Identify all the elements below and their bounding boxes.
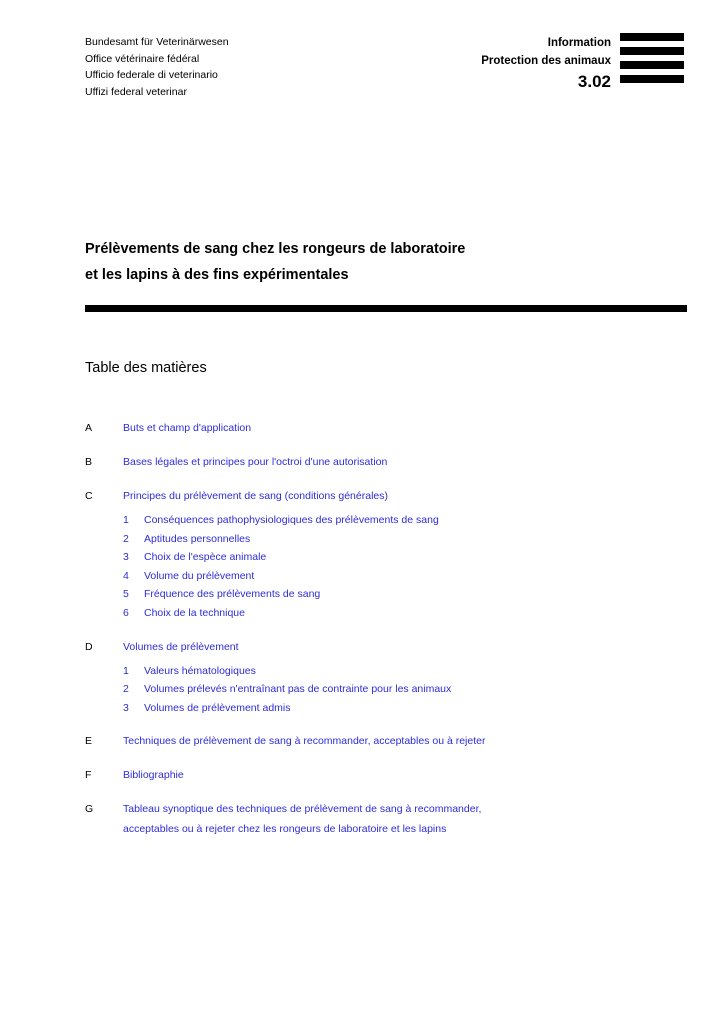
toc-item-label-wrapper[interactable] — [123, 799, 481, 839]
toc-group-e — [85, 731, 685, 751]
toc-heading: Table des matières — [85, 360, 207, 376]
document-category-line-2: Protection des animaux — [481, 55, 611, 67]
toc-subitem-label[interactable]: Volume du prélèvement — [144, 569, 255, 582]
swiss-bars-logo-icon — [620, 33, 684, 83]
toc-subitem-number: 3 — [123, 701, 129, 714]
toc-group-c — [85, 486, 685, 623]
toc-item-letter: E — [85, 735, 93, 748]
toc-subitem-c2[interactable] — [85, 530, 685, 549]
toc-item-label[interactable]: Volumes de prélèvement — [123, 640, 239, 653]
toc-item-label[interactable]: Bases légales et principes pour l'octroi d'une autorisation — [123, 456, 388, 468]
toc-item-label[interactable]: Tableau synoptique des techniques de prélèvement de sang à recommander, — [123, 803, 482, 816]
toc-subitem-c4[interactable] — [85, 567, 685, 586]
toc-group-g — [85, 799, 685, 839]
page-header — [0, 0, 716, 120]
page-title-line-1: Prélèvements de sang chez les rongeurs de laboratoire — [85, 241, 466, 257]
document-category-line-1: Information — [547, 37, 611, 49]
toc-subitem-label[interactable]: Aptitudes personnelles — [144, 532, 251, 545]
toc-subitem-label[interactable]: Valeurs hématologiques — [144, 664, 256, 677]
toc-item-label[interactable]: Principes du prélèvement de sang (conditions générales) — [123, 490, 388, 502]
logo-bar-3 — [620, 61, 684, 69]
toc-subitem-number: 3 — [123, 551, 129, 564]
toc-item-label[interactable]: Techniques de prélèvement de sang à recommander, acceptables ou à rejeter — [123, 735, 486, 748]
toc-subitem-c6[interactable] — [85, 604, 685, 623]
toc-subitem-number: 5 — [123, 588, 129, 601]
toc-item-g[interactable] — [85, 799, 685, 839]
toc-group-d — [85, 637, 685, 718]
toc-item-f[interactable] — [85, 765, 685, 785]
toc-item-letter: B — [85, 456, 93, 468]
toc-subitem-label[interactable]: Choix de l'espèce animale — [144, 551, 267, 564]
toc-sublist-d — [85, 662, 685, 718]
organisation-names — [85, 34, 229, 100]
logo-bar-2 — [620, 47, 684, 55]
org-name-rm: Uffizi federal veterinar — [85, 85, 187, 98]
toc-item-label[interactable]: Buts et champ d'application — [123, 422, 252, 434]
toc-item-d[interactable] — [85, 637, 685, 657]
table-of-contents — [85, 418, 685, 853]
toc-item-letter: F — [85, 769, 92, 782]
toc-subitem-d1[interactable] — [85, 662, 685, 681]
toc-subitem-number: 2 — [123, 683, 129, 696]
toc-item-letter: A — [85, 422, 93, 434]
toc-item-e[interactable] — [85, 731, 685, 751]
toc-group-a — [85, 418, 685, 438]
toc-subitem-c3[interactable] — [85, 548, 685, 567]
toc-subitem-d2[interactable] — [85, 680, 685, 699]
title-divider — [85, 305, 687, 312]
toc-group-b — [85, 452, 685, 472]
toc-subitem-d3[interactable] — [85, 699, 685, 718]
toc-subitem-number: 6 — [123, 606, 129, 619]
document-category — [481, 34, 611, 70]
toc-subitem-number: 2 — [123, 532, 129, 545]
toc-subitem-label[interactable]: Volumes de prélèvement admis — [144, 701, 291, 714]
toc-item-letter: D — [85, 640, 93, 653]
toc-subitem-c1[interactable] — [85, 511, 685, 530]
toc-subitem-c5[interactable] — [85, 585, 685, 604]
toc-item-c[interactable] — [85, 486, 685, 506]
logo-bar-1 — [620, 33, 684, 41]
toc-item-letter: G — [85, 803, 94, 816]
org-name-it: Ufficio federale di veterinario — [85, 69, 218, 81]
toc-subitem-label[interactable]: Fréquence des prélèvements de sang — [144, 588, 321, 601]
toc-item-label-continuation[interactable]: acceptables ou à rejeter chez les rongeurs de laboratoire et les lapins — [123, 823, 447, 836]
toc-subitem-number: 4 — [123, 569, 129, 582]
org-name-fr: Office vétérinaire fédéral — [85, 52, 200, 65]
toc-subitem-number: 1 — [123, 514, 129, 526]
toc-item-a[interactable] — [85, 418, 685, 438]
toc-subitem-label[interactable]: Conséquences pathophysiologiques des prélèvements de sang — [144, 514, 439, 526]
toc-subitem-label[interactable]: Choix de la technique — [144, 606, 245, 619]
toc-subitem-number: 1 — [123, 664, 129, 677]
logo-bar-4 — [620, 75, 684, 83]
org-name-de: Bundesamt für Veterinärwesen — [85, 36, 229, 48]
toc-subitem-label[interactable]: Volumes prélevés n'entraînant pas de contrainte pour les animaux — [144, 683, 452, 696]
toc-item-letter: C — [85, 490, 93, 502]
page-title-line-2: et les lapins à des fins expérimentales — [85, 267, 349, 283]
toc-group-f — [85, 765, 685, 785]
toc-item-b[interactable] — [85, 452, 685, 472]
page-title — [85, 236, 645, 288]
document-number: 3.02 — [577, 72, 611, 91]
toc-sublist-c — [85, 511, 685, 623]
toc-item-label[interactable]: Bibliographie — [123, 769, 184, 782]
